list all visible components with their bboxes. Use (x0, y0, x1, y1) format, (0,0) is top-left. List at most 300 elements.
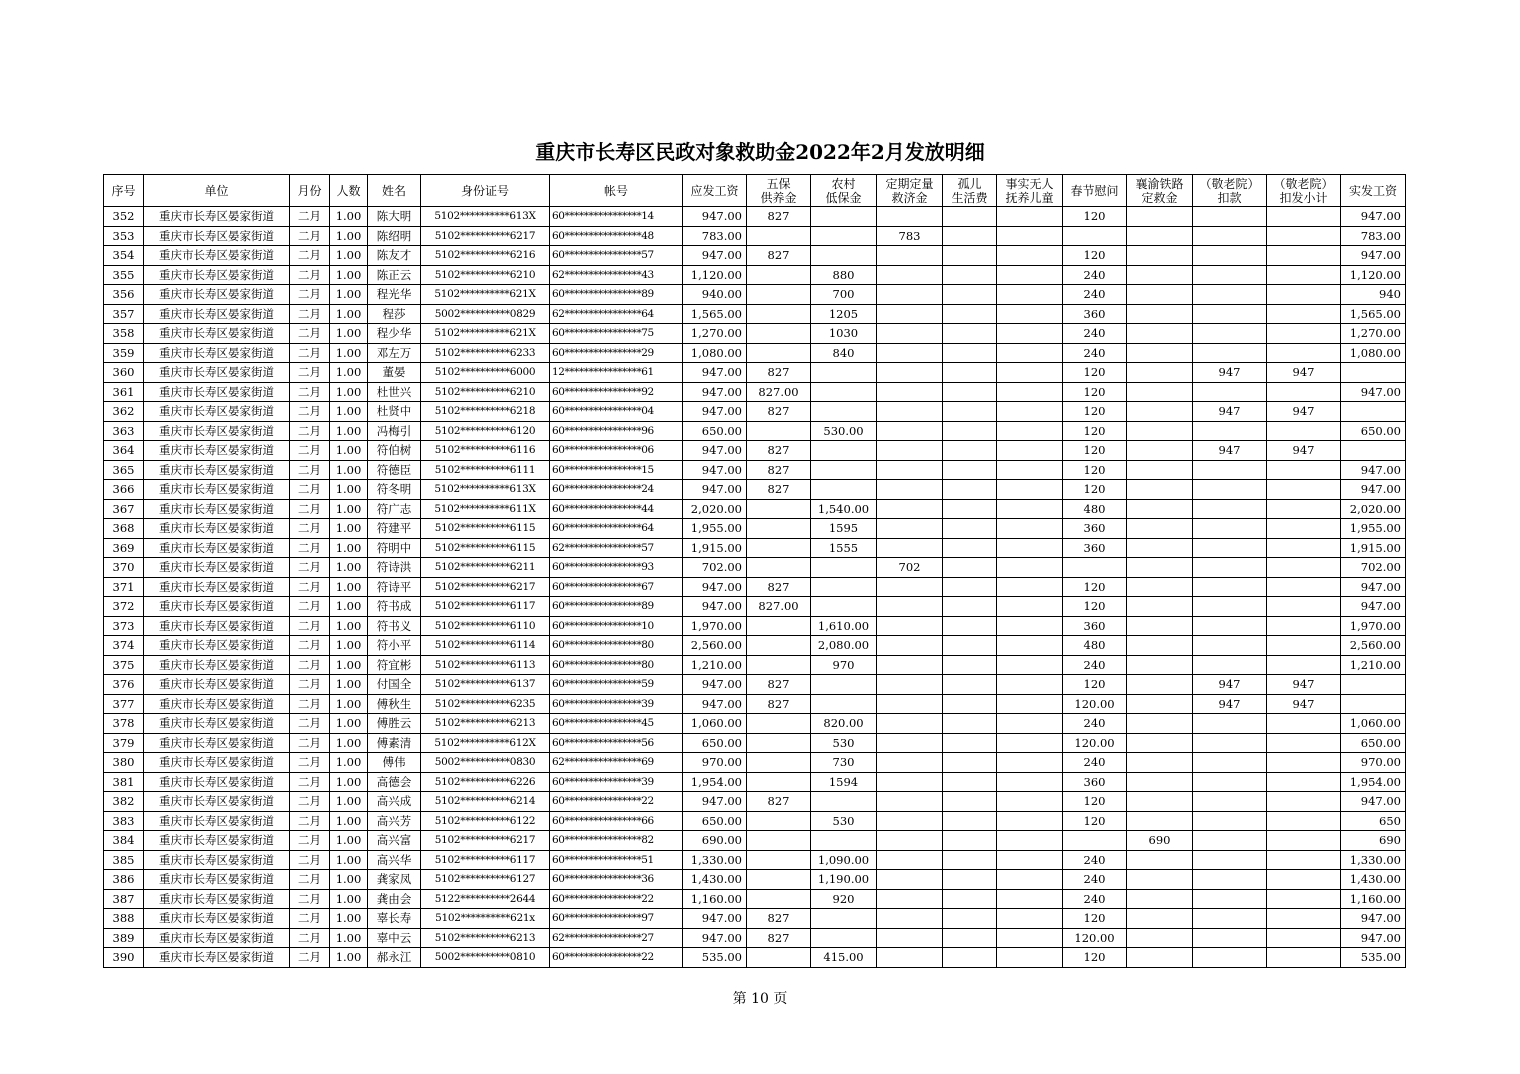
cell-payable: 1,080.00 (683, 343, 747, 363)
cell-seq: 386 (104, 870, 144, 890)
column-header: 实发工资 (1341, 175, 1406, 207)
cell-wubao (747, 499, 811, 519)
cell-name: 高德会 (368, 772, 421, 792)
cell-name: 郝永江 (368, 948, 421, 968)
cell-railway (1127, 753, 1193, 773)
cell-seq: 378 (104, 714, 144, 734)
cell-account: 60****************82 (550, 831, 683, 851)
cell-child (997, 636, 1063, 656)
cell-seq: 369 (104, 538, 144, 558)
cell-orphan (943, 363, 997, 383)
cell-count: 1.00 (330, 558, 368, 578)
cell-month: 二月 (290, 870, 330, 890)
cell-wubao: 827 (747, 402, 811, 422)
cell-unit: 重庆市长寿区晏家街道 (144, 577, 290, 597)
cell-deduction-subtotal (1267, 753, 1341, 773)
table-row (104, 733, 1406, 753)
cell-name: 符小平 (368, 636, 421, 656)
cell-wubao (747, 558, 811, 578)
cell-seq: 372 (104, 597, 144, 617)
cell-railway (1127, 519, 1193, 539)
cell-dibao (811, 363, 877, 383)
cell-month: 二月 (290, 421, 330, 441)
cell-railway: 690 (1127, 831, 1193, 851)
cell-unit: 重庆市长寿区晏家街道 (144, 402, 290, 422)
cell-orphan (943, 421, 997, 441)
cell-payable: 1,120.00 (683, 265, 747, 285)
cell-relief (877, 850, 943, 870)
cell-actual: 535.00 (1341, 948, 1406, 968)
cell-deduction-subtotal: 947 (1267, 675, 1341, 695)
cell-dibao: 530 (811, 811, 877, 831)
cell-deduction-subtotal (1267, 733, 1341, 753)
cell-railway (1127, 304, 1193, 324)
cell-count: 1.00 (330, 597, 368, 617)
cell-count: 1.00 (330, 655, 368, 675)
cell-deduction (1193, 733, 1267, 753)
cell-account: 60****************80 (550, 655, 683, 675)
cell-account: 62****************27 (550, 928, 683, 948)
cell-actual: 947.00 (1341, 909, 1406, 929)
cell-festival: 360 (1063, 616, 1127, 636)
cell-month: 二月 (290, 402, 330, 422)
cell-id-number: 5102**********6213 (421, 928, 550, 948)
cell-account: 60****************92 (550, 382, 683, 402)
cell-unit: 重庆市长寿区晏家街道 (144, 304, 290, 324)
cell-month: 二月 (290, 246, 330, 266)
cell-child (997, 285, 1063, 305)
cell-dibao: 1594 (811, 772, 877, 792)
cell-deduction (1193, 577, 1267, 597)
cell-id-number: 5102**********6213 (421, 714, 550, 734)
cell-wubao (747, 519, 811, 539)
cell-account: 60****************22 (550, 792, 683, 812)
column-header: 定期定量 救济金 (877, 175, 943, 207)
cell-railway (1127, 265, 1193, 285)
cell-dibao: 1,540.00 (811, 499, 877, 519)
cell-unit: 重庆市长寿区晏家街道 (144, 324, 290, 344)
cell-account: 60****************66 (550, 811, 683, 831)
cell-railway (1127, 792, 1193, 812)
cell-relief (877, 675, 943, 695)
cell-deduction-subtotal (1267, 831, 1341, 851)
cell-festival: 120 (1063, 480, 1127, 500)
cell-seq: 379 (104, 733, 144, 753)
table-row (104, 811, 1406, 831)
cell-festival: 360 (1063, 772, 1127, 792)
cell-child (997, 343, 1063, 363)
cell-dibao: 1,190.00 (811, 870, 877, 890)
cell-unit: 重庆市长寿区晏家街道 (144, 285, 290, 305)
cell-child (997, 558, 1063, 578)
cell-id-number: 5102**********6210 (421, 382, 550, 402)
cell-relief (877, 499, 943, 519)
cell-payable: 1,060.00 (683, 714, 747, 734)
cell-seq: 377 (104, 694, 144, 714)
cell-wubao (747, 285, 811, 305)
cell-wubao: 827 (747, 694, 811, 714)
cell-seq: 388 (104, 909, 144, 929)
cell-id-number: 5102**********6235 (421, 694, 550, 714)
column-header: 五保 供养金 (747, 175, 811, 207)
cell-deduction: 947 (1193, 402, 1267, 422)
table-row (104, 597, 1406, 617)
cell-railway (1127, 636, 1193, 656)
cell-id-number: 5102**********6120 (421, 421, 550, 441)
cell-dibao (811, 441, 877, 461)
cell-wubao (747, 421, 811, 441)
cell-child (997, 714, 1063, 734)
cell-count: 1.00 (330, 577, 368, 597)
cell-account: 60****************06 (550, 441, 683, 461)
cell-unit: 重庆市长寿区晏家街道 (144, 753, 290, 773)
cell-name: 高兴成 (368, 792, 421, 812)
cell-seq: 374 (104, 636, 144, 656)
cell-name: 董晏 (368, 363, 421, 383)
cell-actual (1341, 402, 1406, 422)
cell-seq: 389 (104, 928, 144, 948)
cell-count: 1.00 (330, 753, 368, 773)
cell-orphan (943, 285, 997, 305)
cell-name: 符广志 (368, 499, 421, 519)
cell-actual: 1,270.00 (1341, 324, 1406, 344)
cell-payable: 947.00 (683, 441, 747, 461)
cell-wubao: 827.00 (747, 597, 811, 617)
table-row (104, 577, 1406, 597)
cell-name: 符书义 (368, 616, 421, 636)
cell-month: 二月 (290, 480, 330, 500)
cell-actual: 2,020.00 (1341, 499, 1406, 519)
cell-deduction (1193, 928, 1267, 948)
cell-dibao: 840 (811, 343, 877, 363)
cell-dibao (811, 675, 877, 695)
cell-actual: 947.00 (1341, 928, 1406, 948)
cell-dibao (811, 226, 877, 246)
cell-orphan (943, 948, 997, 968)
cell-wubao (747, 948, 811, 968)
cell-seq: 376 (104, 675, 144, 695)
cell-account: 60****************45 (550, 714, 683, 734)
table-header-row (104, 175, 1406, 207)
cell-child (997, 207, 1063, 227)
cell-deduction-subtotal (1267, 480, 1341, 500)
cell-id-number: 5102**********621X (421, 324, 550, 344)
cell-seq: 355 (104, 265, 144, 285)
cell-child (997, 733, 1063, 753)
cell-unit: 重庆市长寿区晏家街道 (144, 616, 290, 636)
cell-orphan (943, 480, 997, 500)
cell-month: 二月 (290, 928, 330, 948)
cell-deduction (1193, 616, 1267, 636)
cell-orphan (943, 246, 997, 266)
cell-deduction (1193, 909, 1267, 929)
cell-unit: 重庆市长寿区晏家街道 (144, 714, 290, 734)
cell-deduction-subtotal (1267, 304, 1341, 324)
cell-month: 二月 (290, 324, 330, 344)
cell-orphan (943, 577, 997, 597)
cell-id-number: 5102**********6117 (421, 850, 550, 870)
cell-account: 60****************56 (550, 733, 683, 753)
cell-payable: 1,430.00 (683, 870, 747, 890)
cell-actual: 1,330.00 (1341, 850, 1406, 870)
cell-month: 二月 (290, 382, 330, 402)
cell-name: 程少华 (368, 324, 421, 344)
table-row (104, 694, 1406, 714)
cell-deduction (1193, 480, 1267, 500)
cell-month: 二月 (290, 792, 330, 812)
table-header (104, 175, 1406, 207)
cell-railway (1127, 558, 1193, 578)
cell-unit: 重庆市长寿区晏家街道 (144, 636, 290, 656)
cell-deduction (1193, 831, 1267, 851)
cell-id-number: 5102**********6114 (421, 636, 550, 656)
cell-orphan (943, 714, 997, 734)
cell-festival (1063, 558, 1127, 578)
cell-payable: 947.00 (683, 675, 747, 695)
cell-unit: 重庆市长寿区晏家街道 (144, 694, 290, 714)
cell-wubao (747, 304, 811, 324)
cell-id-number: 5102**********612X (421, 733, 550, 753)
cell-payable: 690.00 (683, 831, 747, 851)
cell-orphan (943, 831, 997, 851)
cell-deduction-subtotal (1267, 324, 1341, 344)
cell-railway (1127, 850, 1193, 870)
cell-wubao: 827 (747, 441, 811, 461)
table-row (104, 304, 1406, 324)
cell-relief (877, 324, 943, 344)
cell-actual: 1,060.00 (1341, 714, 1406, 734)
cell-relief (877, 538, 943, 558)
cell-orphan (943, 558, 997, 578)
cell-railway (1127, 480, 1193, 500)
cell-account: 60****************57 (550, 246, 683, 266)
table-row (104, 363, 1406, 383)
cell-id-number: 5102**********6137 (421, 675, 550, 695)
table-row (104, 655, 1406, 675)
cell-railway (1127, 246, 1193, 266)
cell-deduction (1193, 304, 1267, 324)
cell-payable: 2,020.00 (683, 499, 747, 519)
cell-seq: 357 (104, 304, 144, 324)
cell-count: 1.00 (330, 499, 368, 519)
table-row (104, 792, 1406, 812)
cell-count: 1.00 (330, 382, 368, 402)
cell-payable: 940.00 (683, 285, 747, 305)
cell-actual: 650.00 (1341, 733, 1406, 753)
cell-relief (877, 909, 943, 929)
cell-id-number: 5102**********6116 (421, 441, 550, 461)
cell-name: 陈绍明 (368, 226, 421, 246)
cell-actual: 690 (1341, 831, 1406, 851)
cell-name: 傅胜云 (368, 714, 421, 734)
cell-child (997, 480, 1063, 500)
cell-deduction (1193, 889, 1267, 909)
cell-festival: 120 (1063, 421, 1127, 441)
cell-deduction (1193, 226, 1267, 246)
cell-count: 1.00 (330, 909, 368, 929)
cell-child (997, 597, 1063, 617)
cell-payable: 947.00 (683, 382, 747, 402)
cell-month: 二月 (290, 285, 330, 305)
cell-unit: 重庆市长寿区晏家街道 (144, 499, 290, 519)
cell-deduction-subtotal (1267, 636, 1341, 656)
cell-festival: 120 (1063, 577, 1127, 597)
cell-payable: 1,970.00 (683, 616, 747, 636)
cell-festival: 480 (1063, 636, 1127, 656)
cell-month: 二月 (290, 811, 330, 831)
cell-month: 二月 (290, 499, 330, 519)
cell-railway (1127, 948, 1193, 968)
cell-name: 高兴芳 (368, 811, 421, 831)
cell-dibao: 1030 (811, 324, 877, 344)
cell-festival: 240 (1063, 850, 1127, 870)
cell-relief (877, 928, 943, 948)
cell-railway (1127, 441, 1193, 461)
cell-id-number: 5102**********6218 (421, 402, 550, 422)
cell-relief: 702 (877, 558, 943, 578)
cell-payable: 947.00 (683, 928, 747, 948)
cell-deduction (1193, 811, 1267, 831)
cell-festival: 120 (1063, 207, 1127, 227)
cell-deduction (1193, 285, 1267, 305)
cell-count: 1.00 (330, 714, 368, 734)
cell-railway (1127, 363, 1193, 383)
cell-unit: 重庆市长寿区晏家街道 (144, 343, 290, 363)
cell-child (997, 753, 1063, 773)
cell-deduction-subtotal (1267, 870, 1341, 890)
cell-unit: 重庆市长寿区晏家街道 (144, 480, 290, 500)
cell-count: 1.00 (330, 948, 368, 968)
cell-child (997, 772, 1063, 792)
cell-name: 程光华 (368, 285, 421, 305)
cell-unit: 重庆市长寿区晏家街道 (144, 421, 290, 441)
cell-id-number: 5102**********6000 (421, 363, 550, 383)
cell-relief (877, 246, 943, 266)
cell-month: 二月 (290, 948, 330, 968)
cell-child (997, 421, 1063, 441)
cell-deduction-subtotal (1267, 246, 1341, 266)
cell-unit: 重庆市长寿区晏家街道 (144, 265, 290, 285)
column-header: 孤儿 生活费 (943, 175, 997, 207)
cell-relief (877, 694, 943, 714)
cell-seq: 367 (104, 499, 144, 519)
cell-deduction (1193, 382, 1267, 402)
cell-orphan (943, 675, 997, 695)
column-header: 序号 (104, 175, 144, 207)
cell-wubao (747, 714, 811, 734)
table-row (104, 324, 1406, 344)
cell-account: 60****************15 (550, 460, 683, 480)
cell-payable: 535.00 (683, 948, 747, 968)
cell-deduction (1193, 870, 1267, 890)
cell-railway (1127, 675, 1193, 695)
cell-dibao: 530 (811, 733, 877, 753)
cell-deduction (1193, 343, 1267, 363)
cell-actual (1341, 675, 1406, 695)
cell-actual (1341, 694, 1406, 714)
cell-relief (877, 363, 943, 383)
cell-child (997, 382, 1063, 402)
cell-payable: 947.00 (683, 577, 747, 597)
cell-count: 1.00 (330, 616, 368, 636)
cell-relief (877, 948, 943, 968)
cell-railway (1127, 772, 1193, 792)
cell-actual: 947.00 (1341, 246, 1406, 266)
cell-relief (877, 577, 943, 597)
cell-actual: 1,565.00 (1341, 304, 1406, 324)
cell-seq: 354 (104, 246, 144, 266)
cell-deduction (1193, 792, 1267, 812)
cell-deduction-subtotal (1267, 343, 1341, 363)
cell-dibao (811, 909, 877, 929)
cell-count: 1.00 (330, 792, 368, 812)
cell-railway (1127, 207, 1193, 227)
cell-deduction (1193, 538, 1267, 558)
cell-child (997, 265, 1063, 285)
cell-count: 1.00 (330, 265, 368, 285)
cell-account: 60****************64 (550, 519, 683, 539)
table-row (104, 714, 1406, 734)
cell-month: 二月 (290, 538, 330, 558)
cell-deduction-subtotal: 947 (1267, 694, 1341, 714)
cell-id-number: 5102**********6217 (421, 226, 550, 246)
table-row (104, 480, 1406, 500)
cell-railway (1127, 460, 1193, 480)
cell-deduction (1193, 265, 1267, 285)
cell-unit: 重庆市长寿区晏家街道 (144, 460, 290, 480)
cell-seq: 363 (104, 421, 144, 441)
cell-payable: 947.00 (683, 694, 747, 714)
cell-month: 二月 (290, 304, 330, 324)
column-header: 农村 低保金 (811, 175, 877, 207)
cell-id-number: 5102**********6211 (421, 558, 550, 578)
cell-payable: 650.00 (683, 421, 747, 441)
cell-orphan (943, 928, 997, 948)
cell-relief (877, 616, 943, 636)
cell-child (997, 616, 1063, 636)
cell-dibao (811, 577, 877, 597)
cell-name: 高兴华 (368, 850, 421, 870)
cell-festival: 120 (1063, 402, 1127, 422)
cell-id-number: 5102**********6113 (421, 655, 550, 675)
column-header: 春节慰问 (1063, 175, 1127, 207)
column-header: 单位 (144, 175, 290, 207)
column-header: 应发工资 (683, 175, 747, 207)
cell-account: 60****************67 (550, 577, 683, 597)
cell-deduction (1193, 246, 1267, 266)
cell-count: 1.00 (330, 519, 368, 539)
table-row (104, 499, 1406, 519)
cell-payable: 947.00 (683, 363, 747, 383)
cell-wubao: 827 (747, 207, 811, 227)
cell-dibao (811, 792, 877, 812)
cell-dibao: 2,080.00 (811, 636, 877, 656)
cell-id-number: 5102**********6110 (421, 616, 550, 636)
cell-id-number: 5102**********611X (421, 499, 550, 519)
cell-orphan (943, 460, 997, 480)
cell-orphan (943, 382, 997, 402)
cell-child (997, 441, 1063, 461)
cell-dibao: 415.00 (811, 948, 877, 968)
cell-actual (1341, 441, 1406, 461)
cell-account: 60****************80 (550, 636, 683, 656)
cell-relief (877, 831, 943, 851)
cell-payable: 947.00 (683, 207, 747, 227)
cell-deduction: 947 (1193, 675, 1267, 695)
cell-child (997, 499, 1063, 519)
cell-festival: 360 (1063, 304, 1127, 324)
cell-railway (1127, 577, 1193, 597)
